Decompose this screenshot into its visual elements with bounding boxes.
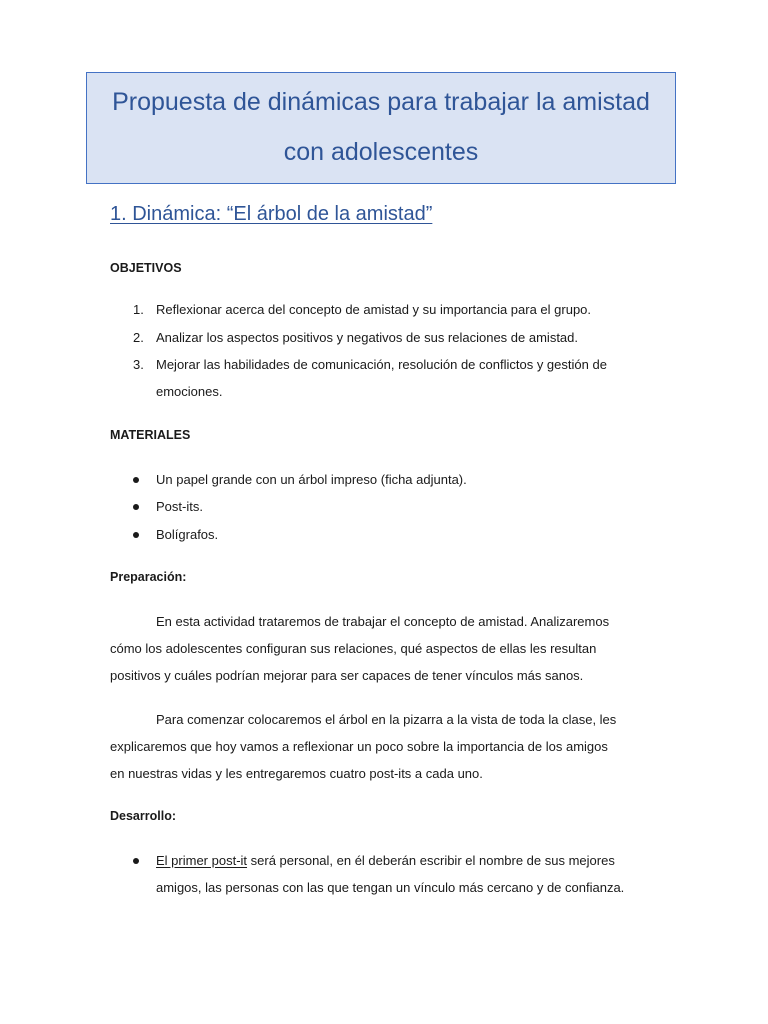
- preparation-label: Preparación:: [110, 570, 187, 584]
- material-item: Bolígrafos.: [156, 527, 219, 542]
- objective-text-continued: emociones.: [156, 384, 223, 399]
- development-item-line-2: amigos, las personas con las que tengan un vínculo más cercano y de confianza.: [156, 880, 625, 895]
- bullet-icon: [133, 858, 139, 864]
- objectives-label: OBJETIVOS: [110, 261, 182, 275]
- objective-number: 3.: [133, 357, 144, 372]
- development-label: Desarrollo:: [110, 809, 176, 823]
- bullet-icon: [133, 504, 139, 510]
- paragraph-line: En esta actividad trataremos de trabajar el concepto de amistad. Analizaremos: [156, 614, 610, 629]
- paragraph-line: cómo los adolescentes configuran sus relaciones, qué aspectos de ellas les resultan: [110, 641, 597, 656]
- paragraph-line: explicaremos que hoy vamos a reflexionar un poco sobre la importancia de los amigos: [110, 739, 608, 754]
- paragraph-line: en nuestras vidas y les entregaremos cuatro post-its a cada uno.: [110, 766, 483, 781]
- objective-number: 2.: [133, 330, 144, 345]
- objective-text: Analizar los aspectos positivos y negativos de sus relaciones de amistad.: [156, 330, 578, 345]
- material-item: Post-its.: [156, 499, 203, 514]
- section-heading: 1. Dinámica: “El árbol de la amistad”: [110, 203, 433, 225]
- objective-number: 1.: [133, 302, 144, 317]
- material-item: Un papel grande con un árbol impreso (ficha adjunta).: [156, 472, 467, 487]
- paragraph-line: positivos y cuáles podrían mejorar para ser capaces de tener vínculos más sanos.: [110, 668, 584, 683]
- document-title-box: [86, 72, 676, 184]
- bullet-icon: [133, 477, 139, 483]
- materials-label: MATERIALES: [110, 428, 191, 442]
- objective-text: Mejorar las habilidades de comunicación, resolución de conflictos y gestión de: [156, 357, 607, 372]
- bullet-icon: [133, 532, 139, 538]
- objective-text: Reflexionar acerca del concepto de amistad y su importancia para el grupo.: [156, 302, 592, 317]
- development-item-line-1: [156, 853, 615, 868]
- development-item-emphasis: El primer post-it: [156, 853, 248, 868]
- document-title-line-2: con adolescentes: [283, 138, 479, 166]
- development-item-text: será personal, en él deberán escribir el nombre de sus mejores: [247, 853, 615, 868]
- document-title-line-1: Propuesta de dinámicas para trabajar la amistad: [112, 88, 650, 116]
- paragraph-line: Para comenzar colocaremos el árbol en la pizarra a la vista de toda la clase, les: [156, 712, 617, 727]
